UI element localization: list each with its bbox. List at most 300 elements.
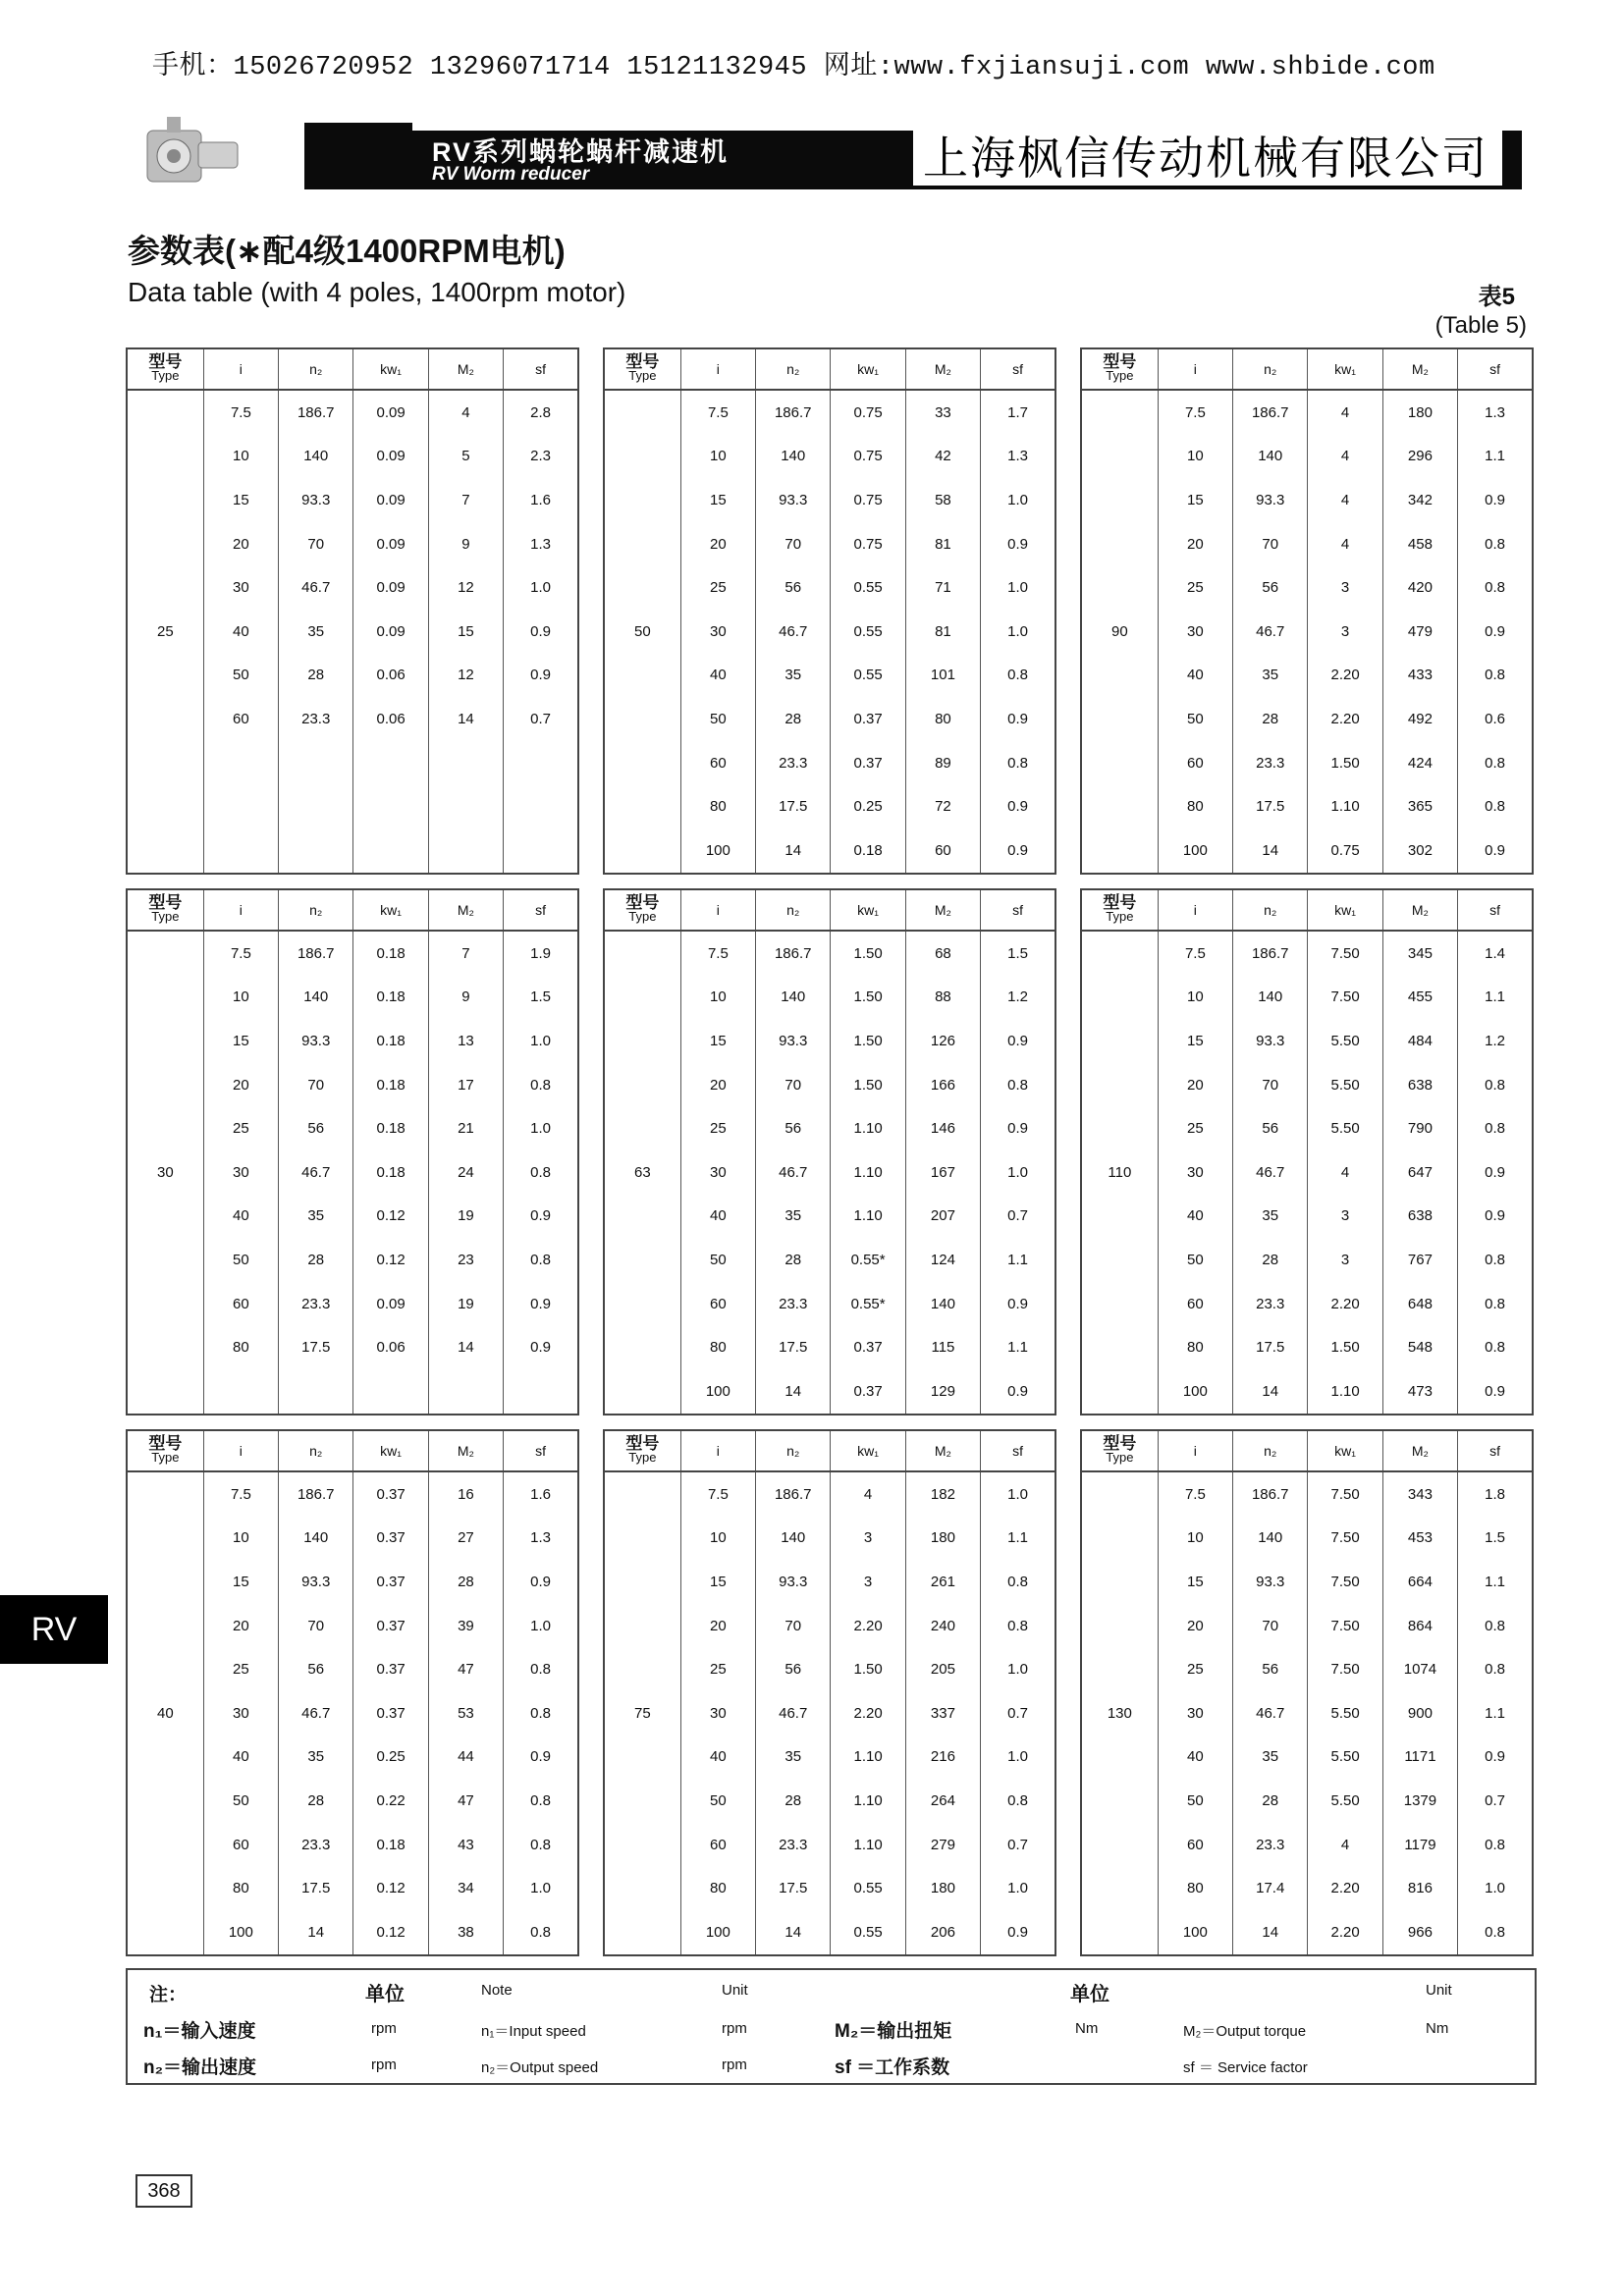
table-cell: 14 <box>1233 1910 1308 1955</box>
table-cell: 0.9 <box>1458 1150 1533 1195</box>
page-title-cn: 参数表(∗配4级1400RPM电机) <box>128 233 566 269</box>
table-cell: 0.7 <box>1458 1779 1533 1823</box>
table-cell: 433 <box>1382 654 1457 698</box>
col-header-m2: M₂ <box>428 889 503 931</box>
table-cell: 30 <box>680 1691 755 1735</box>
table-cell: 0.37 <box>831 1369 905 1415</box>
table-cell: 0.8 <box>1458 1910 1533 1955</box>
table-cell: 337 <box>905 1691 980 1735</box>
table-cell <box>279 784 353 828</box>
table-cell: 0.9 <box>504 1735 578 1780</box>
table-cell: 30 <box>1158 610 1232 654</box>
table-cell: 140 <box>1233 1517 1308 1561</box>
table-cell: 0.8 <box>981 1063 1055 1107</box>
table-cell: 100 <box>680 828 755 874</box>
table-cell: 70 <box>756 1063 831 1107</box>
data-table-40 <box>126 1429 579 1956</box>
table-cell: 0.25 <box>831 784 905 828</box>
table-cell: 58 <box>905 478 980 522</box>
table-cell: 101 <box>905 654 980 698</box>
table-cell: 0.75 <box>831 478 905 522</box>
table-cell: 1.10 <box>831 1150 905 1195</box>
table-cell: 186.7 <box>756 931 831 976</box>
table-cell: 47 <box>428 1779 503 1823</box>
table-cell: 40 <box>1158 654 1232 698</box>
table-cell: 19 <box>428 1195 503 1239</box>
table-cell: 1.0 <box>504 1019 578 1063</box>
table-cell: 648 <box>1382 1282 1457 1326</box>
table-cell: 7.5 <box>203 1471 278 1517</box>
table-cell: 365 <box>1382 784 1457 828</box>
table-cell: 1.3 <box>1458 390 1533 435</box>
table-cell <box>428 741 503 785</box>
table-cell: 10 <box>203 1517 278 1561</box>
table-cell: 1.6 <box>504 478 578 522</box>
type-label-cn: 型号 <box>625 352 660 371</box>
table-row <box>1081 390 1533 435</box>
table-cell: 0.09 <box>353 1282 428 1326</box>
table-cell: 23.3 <box>1233 741 1308 785</box>
table-cell: 0.8 <box>504 1823 578 1867</box>
table-cell: 50 <box>203 654 278 698</box>
table-cell: 14 <box>1233 828 1308 874</box>
notes-box <box>126 1968 1537 2085</box>
table-cell: 10 <box>680 1517 755 1561</box>
table-cell: 10 <box>203 435 278 479</box>
table-cell: 28 <box>279 654 353 698</box>
table-cell: 14 <box>1233 1369 1308 1415</box>
table-cell: 2.20 <box>831 1604 905 1648</box>
table-cell: 0.37 <box>353 1647 428 1691</box>
table-cell: 20 <box>203 522 278 566</box>
table-cell: 7.5 <box>1158 931 1232 976</box>
type-label-cn: 型号 <box>625 893 660 912</box>
table-cell: 1.0 <box>981 1866 1055 1910</box>
table-cell: 56 <box>756 565 831 610</box>
table-cell: 0.9 <box>981 1369 1055 1415</box>
table-cell <box>353 828 428 874</box>
table-cell: 50 <box>1158 697 1232 741</box>
table-cell: 81 <box>905 610 980 654</box>
table-cell: 0.7 <box>981 1691 1055 1735</box>
table-cell: 0.8 <box>504 1779 578 1823</box>
table-cell: 638 <box>1382 1195 1457 1239</box>
table-cell: 186.7 <box>279 1471 353 1517</box>
table-cell: 1.1 <box>1458 1560 1533 1604</box>
table-cell: 9 <box>428 522 503 566</box>
table-cell: 0.18 <box>353 1150 428 1195</box>
table-cell: 140 <box>756 435 831 479</box>
table-cell: 0.18 <box>353 1106 428 1150</box>
table-cell: 167 <box>905 1150 980 1195</box>
table-row <box>127 1471 578 1517</box>
table-cell: 479 <box>1382 610 1457 654</box>
type-label-en: Type <box>1106 1450 1134 1465</box>
table-cell: 0.9 <box>1458 610 1533 654</box>
table-cell: 0.9 <box>981 1910 1055 1955</box>
table-cell <box>353 1369 428 1415</box>
table-cell: 1.4 <box>1458 931 1533 976</box>
table-cell: 1.5 <box>504 976 578 1020</box>
type-label-cn: 型号 <box>1103 352 1137 371</box>
table-cell: 0.8 <box>1458 1325 1533 1369</box>
table-cell: 93.3 <box>1233 478 1308 522</box>
table-cell: 70 <box>279 1604 353 1648</box>
table-cell: 42 <box>905 435 980 479</box>
table-cell: 80 <box>680 1866 755 1910</box>
col-header-kw1: kw₁ <box>831 1430 905 1471</box>
col-header-n2: n₂ <box>279 1430 353 1471</box>
table-cell: 1.50 <box>831 976 905 1020</box>
table-cell: 12 <box>428 565 503 610</box>
table-cell: 30 <box>680 1150 755 1195</box>
type-label-cn: 型号 <box>148 893 183 912</box>
table-cell: 23 <box>428 1238 503 1282</box>
table-cell: 1.5 <box>1458 1517 1533 1561</box>
table-row <box>604 1471 1055 1517</box>
table-cell: 12 <box>428 654 503 698</box>
table-cell: 0.9 <box>981 522 1055 566</box>
table-cell: 100 <box>203 1910 278 1955</box>
table-cell: 60 <box>680 1282 755 1326</box>
table-cell: 20 <box>1158 522 1232 566</box>
series-title-en: RV Worm reducer <box>432 164 590 185</box>
col-type-header <box>127 1430 203 1471</box>
table-cell: 0.9 <box>504 654 578 698</box>
table-cell: 25 <box>680 1647 755 1691</box>
table-cell: 0.8 <box>1458 784 1533 828</box>
table-cell: 4 <box>1308 1150 1382 1195</box>
table-cell: 2.20 <box>1308 1910 1382 1955</box>
table-cell: 56 <box>1233 1647 1308 1691</box>
table-cell: 1.50 <box>1308 1325 1382 1369</box>
table-cell: 24 <box>428 1150 503 1195</box>
type-label-cn: 型号 <box>1103 893 1137 912</box>
table-cell: 0.22 <box>353 1779 428 1823</box>
table-cell: 10 <box>1158 435 1232 479</box>
table-row <box>604 390 1055 435</box>
table-cell: 0.55* <box>831 1238 905 1282</box>
table-cell: 30 <box>1158 1150 1232 1195</box>
table-number-cn: 表5 <box>1478 284 1515 310</box>
table-cell: 40 <box>680 1195 755 1239</box>
table-cell: 53 <box>428 1691 503 1735</box>
table-cell: 46.7 <box>279 565 353 610</box>
table-cell: 17.5 <box>1233 784 1308 828</box>
note-n1-unit-en: rpm <box>722 2020 747 2037</box>
table-cell: 0.8 <box>504 1910 578 1955</box>
table-cell <box>428 1369 503 1415</box>
table-cell: 296 <box>1382 435 1457 479</box>
table-cell: 1379 <box>1382 1779 1457 1823</box>
unit-label-en-2: Unit <box>1426 1982 1452 1999</box>
col-header-m2: M₂ <box>905 348 980 390</box>
table-cell: 10 <box>1158 1517 1232 1561</box>
table-cell: 3 <box>1308 1195 1382 1239</box>
table-cell: 35 <box>1233 1195 1308 1239</box>
table-cell: 0.09 <box>353 478 428 522</box>
table-cell: 207 <box>905 1195 980 1239</box>
table-cell <box>504 784 578 828</box>
table-cell: 30 <box>203 565 278 610</box>
table-cell: 4 <box>1308 1823 1382 1867</box>
table-cell: 100 <box>1158 1369 1232 1415</box>
table-cell: 40 <box>1158 1735 1232 1780</box>
table-cell: 38 <box>428 1910 503 1955</box>
table-cell: 70 <box>279 522 353 566</box>
table-cell: 15 <box>680 1560 755 1604</box>
table-cell: 1.10 <box>831 1106 905 1150</box>
table-cell: 56 <box>1233 1106 1308 1150</box>
table-cell: 28 <box>756 1238 831 1282</box>
table-cell: 473 <box>1382 1369 1457 1415</box>
table-cell: 0.12 <box>353 1866 428 1910</box>
col-type-header <box>604 889 680 931</box>
table-cell: 7 <box>428 478 503 522</box>
type-label-cn: 型号 <box>148 352 183 371</box>
note-n1-cn: n₁＝输入速度 <box>143 2021 256 2042</box>
table-cell: 140 <box>1233 976 1308 1020</box>
table-cell: 0.75 <box>831 435 905 479</box>
table-cell: 186.7 <box>1233 1471 1308 1517</box>
table-cell: 1.0 <box>981 1735 1055 1780</box>
model-cell: 90 <box>1081 390 1158 874</box>
table-cell: 56 <box>279 1647 353 1691</box>
table-cell: 35 <box>1233 654 1308 698</box>
table-cell: 1171 <box>1382 1735 1457 1780</box>
table-cell: 0.37 <box>353 1471 428 1517</box>
table-cell: 7.50 <box>1308 976 1382 1020</box>
table-cell: 0.9 <box>504 1325 578 1369</box>
table-cell: 70 <box>756 1604 831 1648</box>
table-cell: 140 <box>279 976 353 1020</box>
col-header-i: i <box>203 1430 278 1471</box>
col-header-i: i <box>203 348 278 390</box>
table-cell: 186.7 <box>279 390 353 435</box>
table-cell: 0.55 <box>831 565 905 610</box>
note-n2-en: n₂＝Output speed <box>481 2059 599 2076</box>
table-cell: 664 <box>1382 1560 1457 1604</box>
table-cell: 1.0 <box>981 1150 1055 1195</box>
table-cell: 0.37 <box>353 1604 428 1648</box>
data-table-30 <box>126 888 579 1415</box>
table-cell: 7.50 <box>1308 1604 1382 1648</box>
table-cell: 10 <box>203 976 278 1020</box>
table-cell: 7.5 <box>203 390 278 435</box>
table-cell: 88 <box>905 976 980 1020</box>
table-cell: 80 <box>680 1325 755 1369</box>
table-cell: 0.55 <box>831 1866 905 1910</box>
table-cell: 40 <box>203 1735 278 1780</box>
table-cell: 0.6 <box>1458 697 1533 741</box>
table-cell: 56 <box>756 1647 831 1691</box>
table-cell: 7.5 <box>680 1471 755 1517</box>
table-cell: 23.3 <box>279 697 353 741</box>
table-cell <box>428 828 503 874</box>
table-cell: 40 <box>680 654 755 698</box>
table-cell: 0.09 <box>353 610 428 654</box>
col-header-sf: sf <box>504 1430 578 1471</box>
table-cell: 40 <box>1158 1195 1232 1239</box>
table-cell: 13 <box>428 1019 503 1063</box>
type-label-en: Type <box>628 909 657 924</box>
table-cell <box>279 828 353 874</box>
table-cell: 2.20 <box>1308 1866 1382 1910</box>
table-cell: 647 <box>1382 1150 1457 1195</box>
table-cell: 3 <box>1308 610 1382 654</box>
company-name: 上海枫信传动机械有限公司 <box>913 131 1502 186</box>
note-m2-unit-en: Nm <box>1426 2020 1449 2037</box>
table-cell: 4 <box>1308 435 1382 479</box>
table-cell: 264 <box>905 1779 980 1823</box>
table-cell: 56 <box>279 1106 353 1150</box>
note-n1-unit: rpm <box>371 2020 397 2037</box>
table-cell: 35 <box>756 1195 831 1239</box>
table-cell: 140 <box>1233 435 1308 479</box>
table-cell: 5.50 <box>1308 1019 1382 1063</box>
table-cell: 35 <box>1233 1735 1308 1780</box>
table-cell: 46.7 <box>1233 1691 1308 1735</box>
table-cell: 1.50 <box>831 931 905 976</box>
table-cell: 638 <box>1382 1063 1457 1107</box>
table-cell: 89 <box>905 741 980 785</box>
col-header-sf: sf <box>504 348 578 390</box>
table-cell: 60 <box>905 828 980 874</box>
table-cell: 17.5 <box>756 1866 831 1910</box>
table-cell: 23.3 <box>1233 1823 1308 1867</box>
table-cell: 1.1 <box>981 1238 1055 1282</box>
table-cell: 548 <box>1382 1325 1457 1369</box>
col-header-m2: M₂ <box>1382 889 1457 931</box>
table-cell: 17.5 <box>279 1325 353 1369</box>
table-cell: 0.55 <box>831 654 905 698</box>
table-cell: 0.8 <box>1458 741 1533 785</box>
table-cell: 25 <box>1158 565 1232 610</box>
table-cell: 302 <box>1382 828 1457 874</box>
table-cell: 15 <box>203 478 278 522</box>
table-cell: 186.7 <box>1233 931 1308 976</box>
table-cell: 5.50 <box>1308 1779 1382 1823</box>
table-cell: 0.7 <box>981 1195 1055 1239</box>
type-label-en: Type <box>1106 909 1134 924</box>
table-cell: 900 <box>1382 1691 1457 1735</box>
table-cell: 0.8 <box>1458 1823 1533 1867</box>
type-label-cn: 型号 <box>148 1434 183 1453</box>
table-cell: 23.3 <box>756 741 831 785</box>
table-cell: 0.8 <box>504 1238 578 1282</box>
table-cell: 140 <box>756 976 831 1020</box>
table-cell: 70 <box>1233 1063 1308 1107</box>
table-cell: 767 <box>1382 1238 1457 1282</box>
table-cell: 0.8 <box>1458 654 1533 698</box>
table-cell: 1.3 <box>504 522 578 566</box>
table-cell: 23.3 <box>279 1823 353 1867</box>
table-cell: 28 <box>756 697 831 741</box>
table-cell: 46.7 <box>1233 610 1308 654</box>
table-cell: 60 <box>1158 741 1232 785</box>
table-cell: 0.12 <box>353 1910 428 1955</box>
table-cell: 93.3 <box>756 1019 831 1063</box>
table-cell: 0.37 <box>353 1560 428 1604</box>
table-cell: 60 <box>680 741 755 785</box>
col-header-i: i <box>1158 889 1232 931</box>
table-cell: 81 <box>905 522 980 566</box>
table-cell: 14 <box>756 828 831 874</box>
table-cell: 60 <box>203 1823 278 1867</box>
table-cell: 2.20 <box>1308 697 1382 741</box>
table-cell: 27 <box>428 1517 503 1561</box>
table-cell: 10 <box>680 976 755 1020</box>
table-cell <box>353 741 428 785</box>
table-cell: 7.50 <box>1308 931 1382 976</box>
page-number: 368 <box>135 2174 192 2208</box>
table-cell: 71 <box>905 565 980 610</box>
table-cell: 453 <box>1382 1517 1457 1561</box>
table-cell: 4 <box>428 390 503 435</box>
note-n2-unit-en: rpm <box>722 2056 747 2073</box>
table-cell <box>428 784 503 828</box>
table-cell: 1.2 <box>1458 1019 1533 1063</box>
table-cell: 0.9 <box>504 1195 578 1239</box>
table-cell: 20 <box>1158 1063 1232 1107</box>
table-cell: 1.10 <box>831 1195 905 1239</box>
table-cell: 0.75 <box>1308 828 1382 874</box>
table-cell: 1.1 <box>1458 976 1533 1020</box>
table-cell: 240 <box>905 1604 980 1648</box>
table-cell: 5.50 <box>1308 1063 1382 1107</box>
col-header-sf: sf <box>504 889 578 931</box>
table-cell: 0.7 <box>981 1823 1055 1867</box>
table-cell: 1.1 <box>981 1517 1055 1561</box>
table-cell: 20 <box>680 522 755 566</box>
table-cell: 39 <box>428 1604 503 1648</box>
col-type-header <box>1081 1430 1158 1471</box>
table-cell: 15 <box>680 1019 755 1063</box>
table-cell: 5.50 <box>1308 1735 1382 1780</box>
type-label-en: Type <box>628 1450 657 1465</box>
table-cell: 0.18 <box>353 1019 428 1063</box>
table-cell: 100 <box>680 1910 755 1955</box>
note-n2-unit: rpm <box>371 2056 397 2073</box>
table-cell: 7.50 <box>1308 1560 1382 1604</box>
table-cell: 1.50 <box>1308 741 1382 785</box>
note-sf-cn: sf ＝工作系数 <box>835 2057 950 2078</box>
table-cell: 25 <box>680 565 755 610</box>
data-table-90 <box>1080 347 1534 875</box>
table-cell: 7.5 <box>203 931 278 976</box>
table-cell: 15 <box>1158 478 1232 522</box>
table-cell: 17.4 <box>1233 1866 1308 1910</box>
col-header-n2: n₂ <box>1233 348 1308 390</box>
table-cell: 14 <box>428 1325 503 1369</box>
col-header-kw1: kw₁ <box>353 348 428 390</box>
table-cell: 35 <box>756 654 831 698</box>
model-cell: 50 <box>604 390 680 874</box>
table-cell: 1.0 <box>981 565 1055 610</box>
model-cell: 63 <box>604 931 680 1415</box>
col-header-m2: M₂ <box>1382 348 1457 390</box>
table-cell: 23.3 <box>756 1282 831 1326</box>
table-cell: 4 <box>831 1471 905 1517</box>
note-m2-unit: Nm <box>1075 2020 1099 2037</box>
table-cell: 60 <box>1158 1282 1232 1326</box>
table-cell: 140 <box>279 435 353 479</box>
table-cell: 80 <box>1158 784 1232 828</box>
table-cell: 1.6 <box>504 1471 578 1517</box>
col-header-kw1: kw₁ <box>831 889 905 931</box>
table-cell: 14 <box>756 1910 831 1955</box>
col-header-kw1: kw₁ <box>831 348 905 390</box>
